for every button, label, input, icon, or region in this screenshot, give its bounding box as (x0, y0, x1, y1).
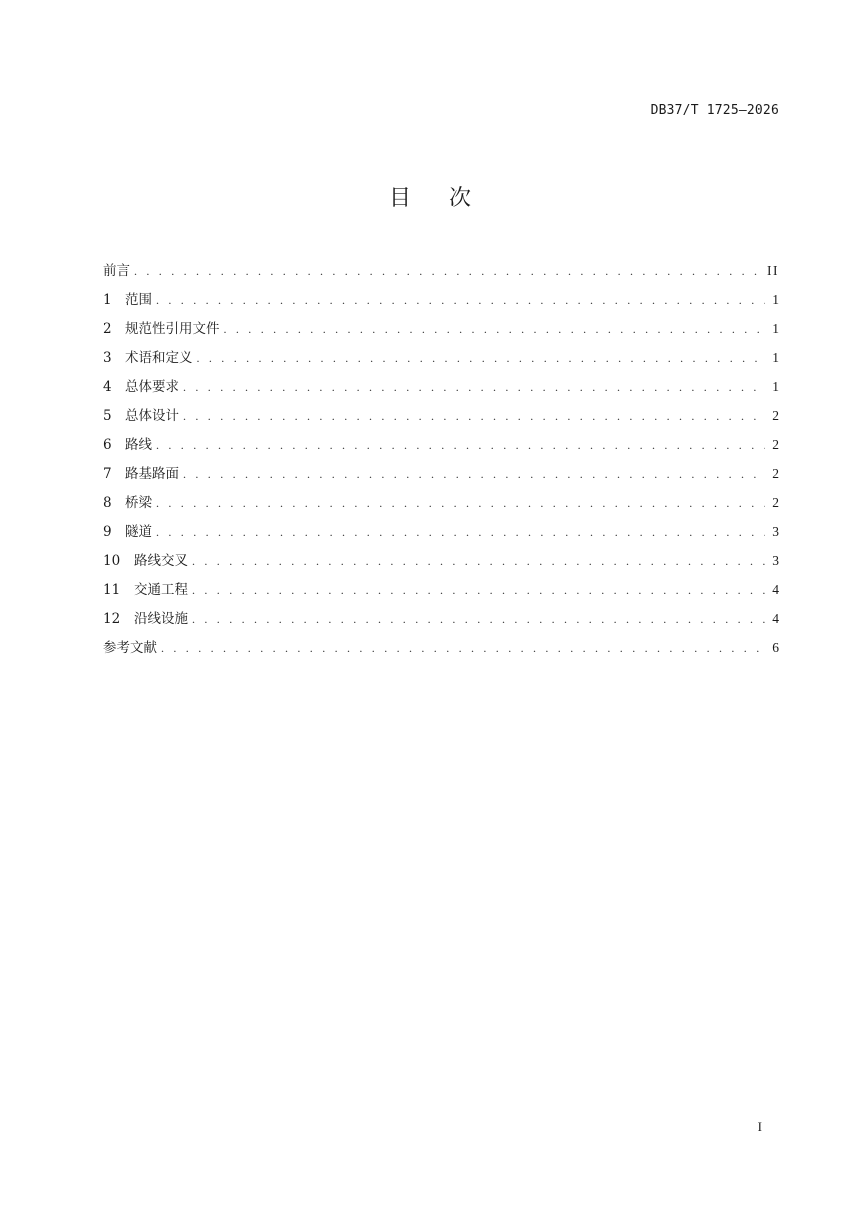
toc-entry-number: 5 (103, 408, 112, 424)
toc-leader-dots (192, 607, 765, 631)
toc-entry-number: 4 (103, 379, 112, 395)
toc-entry-bibliography[interactable] (103, 636, 779, 665)
toc-entry-page: 2 (772, 466, 779, 481)
toc-entry-bridges[interactable] (103, 491, 779, 520)
toc-entry-label: 术语和定义 (125, 350, 193, 366)
toc-title (0, 181, 860, 212)
toc-entry-page: 1 (772, 321, 779, 336)
toc-entry-tunnels[interactable] (103, 520, 779, 549)
toc-entry-normative-references[interactable] (103, 317, 779, 346)
toc-entry-page: 2 (772, 408, 779, 423)
toc-entry-number: 11 (103, 582, 121, 598)
toc-entry-number: 2 (103, 321, 112, 337)
toc-entry-label: 隧道 (125, 524, 152, 540)
toc-entry-page: 2 (772, 495, 779, 510)
toc-entry-label: 路线交叉 (134, 553, 188, 569)
toc-leader-dots (183, 462, 765, 486)
toc-entry-label: 规范性引用文件 (125, 321, 220, 337)
toc-entry-number: 10 (103, 553, 121, 569)
toc-entry-label: 交通工程 (134, 582, 188, 598)
toc-entry-number: 6 (103, 437, 112, 453)
toc-entry-foreword[interactable] (103, 259, 779, 288)
toc-entry-label: 路线 (125, 437, 152, 453)
toc-entry-label: 总体要求 (125, 379, 179, 395)
toc-leader-dots (156, 433, 765, 457)
toc-entry-label: 沿线设施 (134, 611, 188, 627)
toc-leader-dots (192, 578, 765, 602)
toc-entry-label: 参考文献 (103, 640, 157, 656)
toc-entry-label: 路基路面 (125, 466, 179, 482)
toc-entry-route[interactable] (103, 433, 779, 462)
toc-entry-number: 1 (103, 292, 112, 308)
toc-entry-page: 1 (772, 292, 779, 307)
toc-entry-page: 3 (772, 553, 779, 568)
toc-entry-number: 12 (103, 611, 121, 627)
toc-entry-number: 8 (103, 495, 112, 511)
page-number: I (757, 1119, 762, 1134)
toc-entry-label: 范围 (125, 292, 152, 308)
toc-entry-scope[interactable] (103, 288, 779, 317)
toc-entry-page: II (767, 263, 779, 278)
toc-entry-subgrade-pavement[interactable] (103, 462, 779, 491)
toc-entry-label: 桥梁 (125, 495, 152, 511)
toc-title-char: 目 (388, 186, 411, 211)
toc-leader-dots (156, 491, 765, 515)
toc-title-char: 次 (449, 186, 472, 211)
toc-leader-dots (197, 346, 766, 370)
toc-entry-number: 7 (103, 466, 112, 482)
toc-entry-traffic-engineering[interactable] (103, 578, 779, 607)
toc-entry-page: 4 (772, 582, 779, 597)
toc-entry-page: 3 (772, 524, 779, 539)
toc-leader-dots (161, 636, 765, 660)
toc-entry-page: 1 (772, 379, 779, 394)
toc-entry-page: 6 (772, 640, 779, 655)
toc-leader-dots (192, 549, 765, 573)
toc-leader-dots (183, 404, 765, 428)
toc-entry-terms-definitions[interactable] (103, 346, 779, 375)
toc-leader-dots (156, 288, 765, 312)
toc-leader-dots (156, 520, 765, 544)
toc-leader-dots (183, 375, 765, 399)
toc-entry-page: 1 (772, 350, 779, 365)
toc-entry-page: 4 (772, 611, 779, 626)
toc-entry-label: 总体设计 (125, 408, 179, 424)
document-code: DB37/T 1725—2026 (650, 103, 779, 118)
toc-entry-general-requirements[interactable] (103, 375, 779, 404)
toc-entry-number: 3 (103, 350, 112, 366)
toc-entry-page: 2 (772, 437, 779, 452)
toc-entry-general-design[interactable] (103, 404, 779, 433)
toc-leader-dots (224, 317, 766, 341)
toc-entry-label: 前言 (103, 263, 130, 279)
toc-leader-dots (134, 259, 757, 283)
toc-entry-route-intersections[interactable] (103, 549, 779, 578)
toc-entry-roadside-facilities[interactable] (103, 607, 779, 636)
toc-list (103, 259, 779, 665)
toc-entry-number: 9 (103, 524, 112, 540)
